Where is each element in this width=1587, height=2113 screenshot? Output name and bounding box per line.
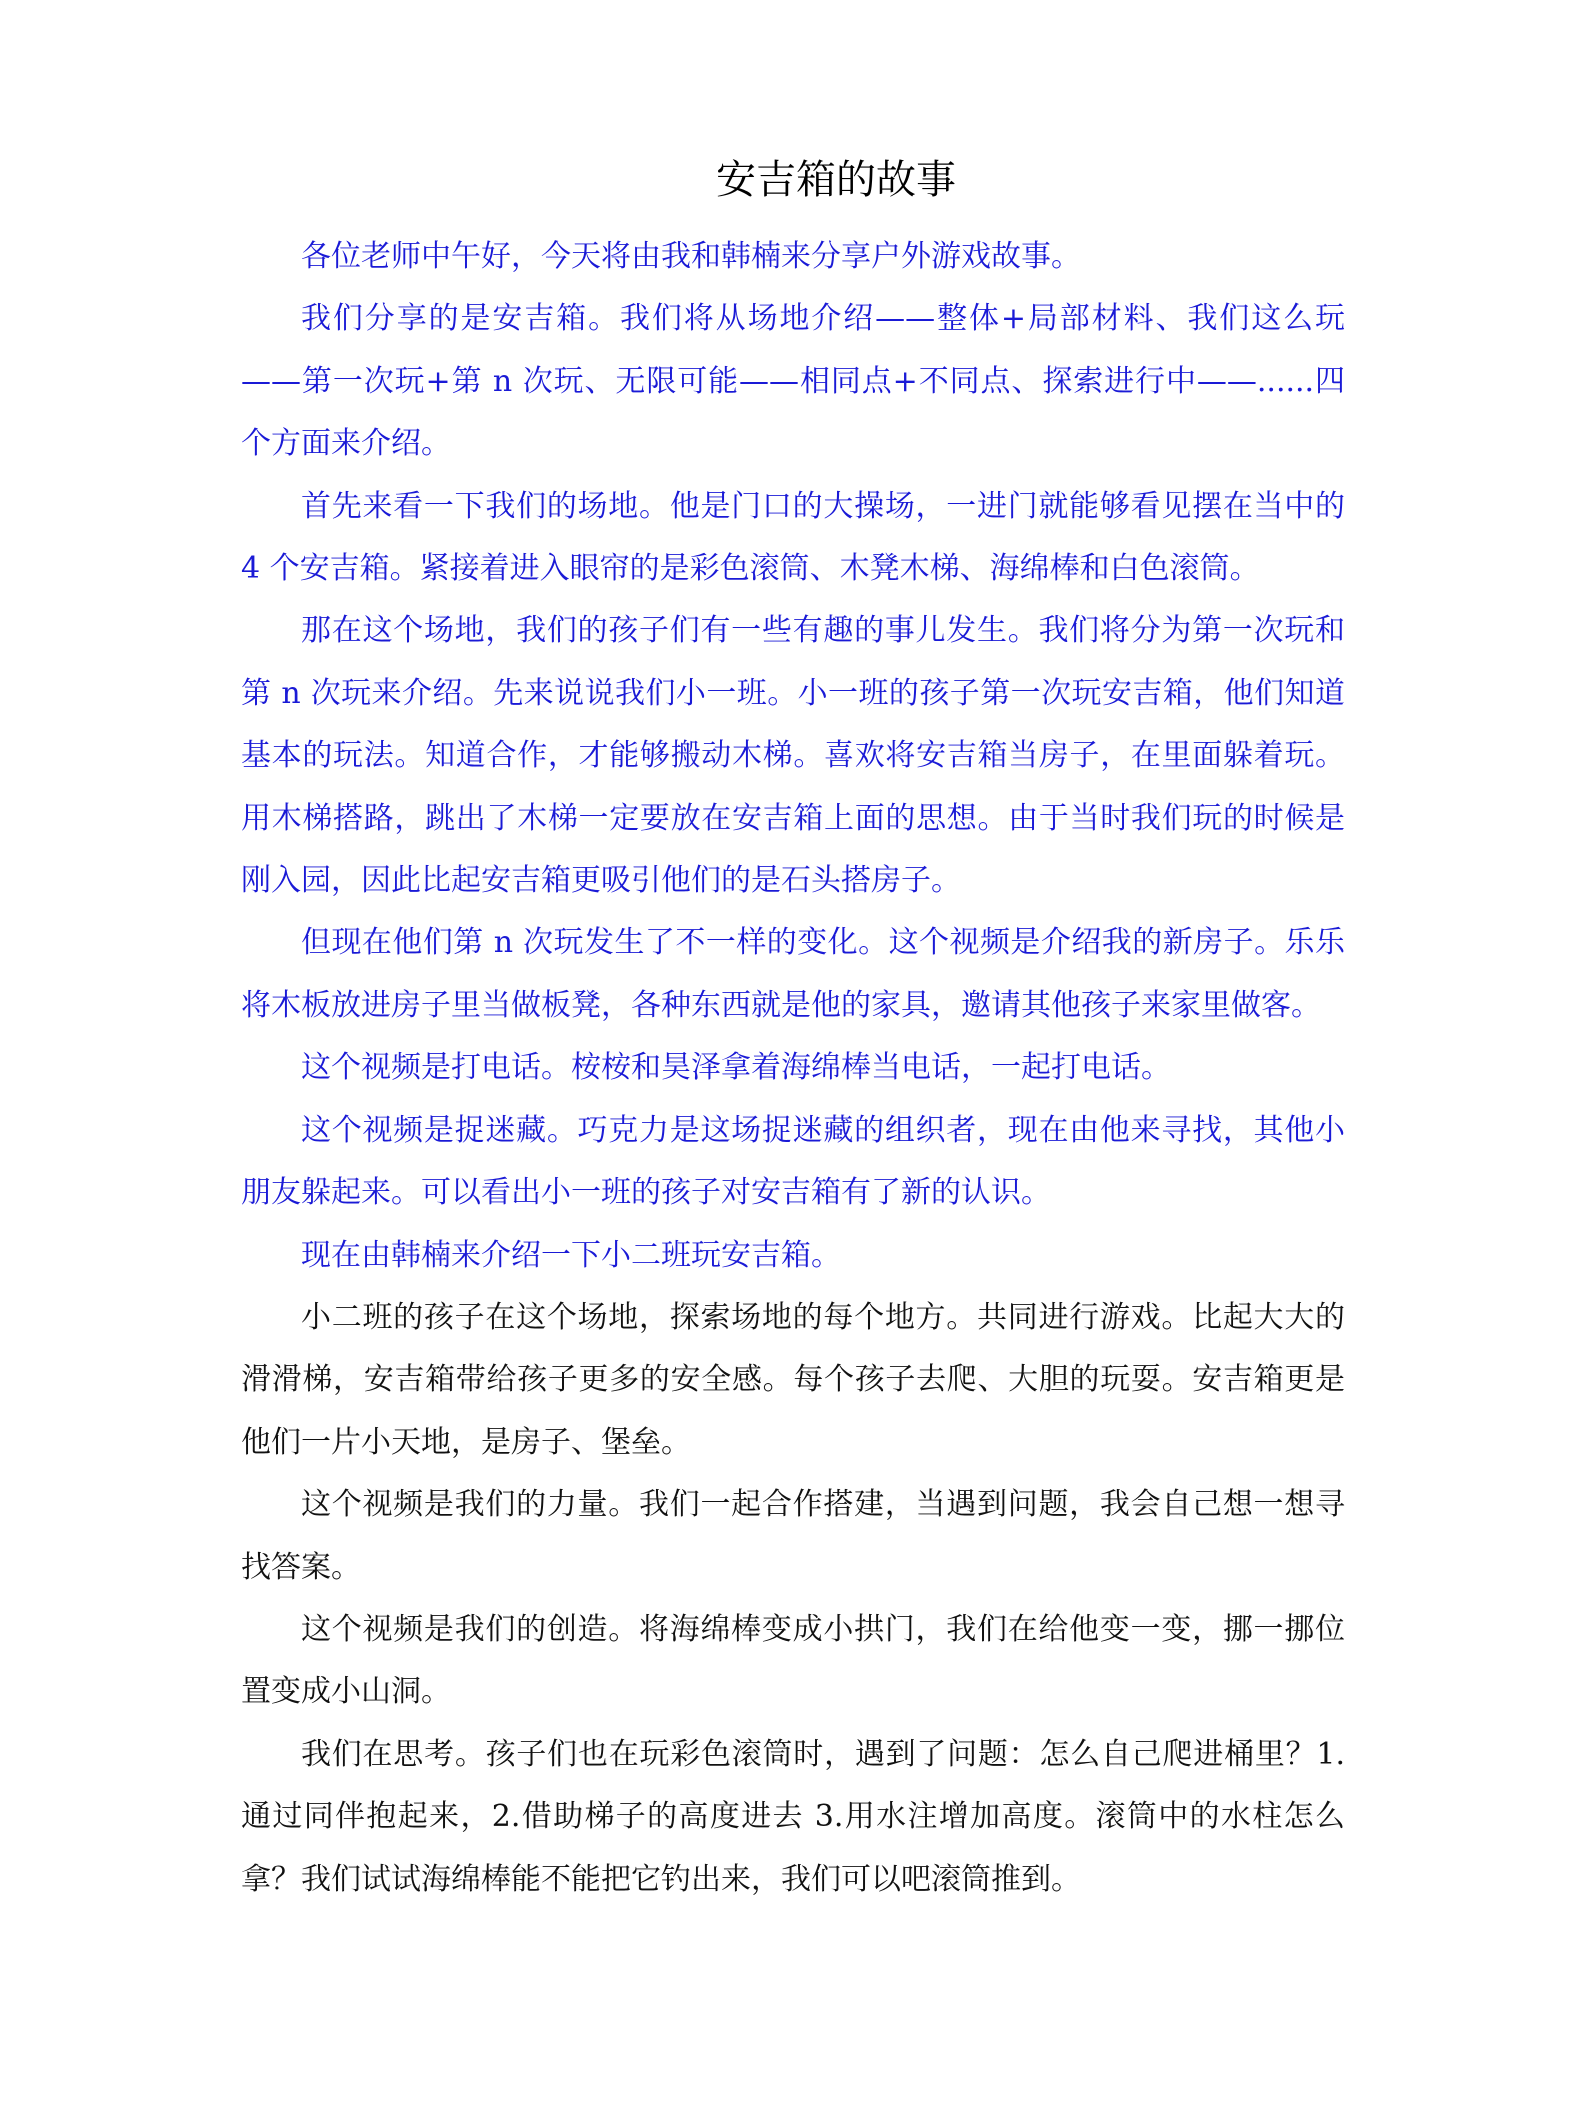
paragraph-class1-first-play: 那在这个场地，我们的孩子们有一些有趣的事儿发生。我们将分为第一次玩和第 n 次玩来介绍。先来说说我们小一班。小一班的孩子第一次玩安吉箱，他们知道基本的玩法。知道合作，才能够搬动木梯。喜欢将安吉箱当房子，在里面躲着玩。用木梯搭路，跳出了木梯一定要放在安吉箱上面的思想。由于当时我们玩的时候是刚入园，因此比起安吉箱更吸引他们的是石头搭房子。 [241,613,1345,899]
paragraph-venue: 首先来看一下我们的场地。他是门口的大操场，一进门就能够看见摆在当中的 4 个安吉箱。紧接着进入眼帘的是彩色滚筒、木凳木梯、海绵棒和白色滚筒。 [241,488,1345,587]
paragraph-class1-nth-play: 但现在他们第 n 次玩发生了不一样的变化。这个视频是介绍我的新房子。乐乐将木板放进房子里当做板凳，各种东西就是他的家具，邀请其他孩子来家里做客。 [241,925,1345,1023]
paragraph-greeting: 各位老师中午好，今天将由我和韩楠来分享户外游戏故事。 [301,239,1081,274]
document-body [241,226,1345,1911]
paragraph-hide-seek-video: 这个视频是捉迷藏。巧克力是这场捉迷藏的组织者，现在由他来寻找，其他小朋友躲起来。可以看出小一班的孩子对安吉箱有了新的认识。 [241,1112,1345,1211]
document-title: 安吉箱的故事 [716,157,956,203]
paragraph-handover: 现在由韩楠来介绍一下小二班玩安吉箱。 [301,1237,841,1273]
paragraph-outline: 我们分享的是安吉箱。我们将从场地介绍——整体+局部材料、我们这么玩——第一次玩+第 n 次玩、无限可能——相同点+不同点、探索进行中——......四个方面来介绍。 [241,301,1345,462]
paragraph-strength-video: 这个视频是我们的力量。我们一起合作搭建，当遇到问题，我会自己想一想寻找答案。 [241,1487,1345,1585]
paragraph-thinking: 我们在思考。孩子们也在玩彩色滚筒时，遇到了问题：怎么自己爬进桶里？1.通过同伴抱起来，2.借助梯子的高度进去 3.用水注增加高度。滚筒中的水柱怎么拿？我们试试海绵棒能不能把它钓出来，我们可以吧滚筒推到。 [241,1736,1345,1897]
paragraph-creation-video: 这个视频是我们的创造。将海绵棒变成小拱门，我们在给他变一变，挪一挪位置变成小山洞。 [241,1611,1345,1710]
paragraph-class2-intro: 小二班的孩子在这个场地，探索场地的每个地方。共同进行游戏。比起大大的滑滑梯，安吉箱带给孩子更多的安全感。每个孩子去爬、大胆的玩耍。安吉箱更是他们一片小天地，是房子、堡垒。 [241,1299,1345,1460]
paragraph-phone-video: 这个视频是打电话。桉桉和昊泽拿着海绵棒当电话，一起打电话。 [301,1050,1171,1086]
